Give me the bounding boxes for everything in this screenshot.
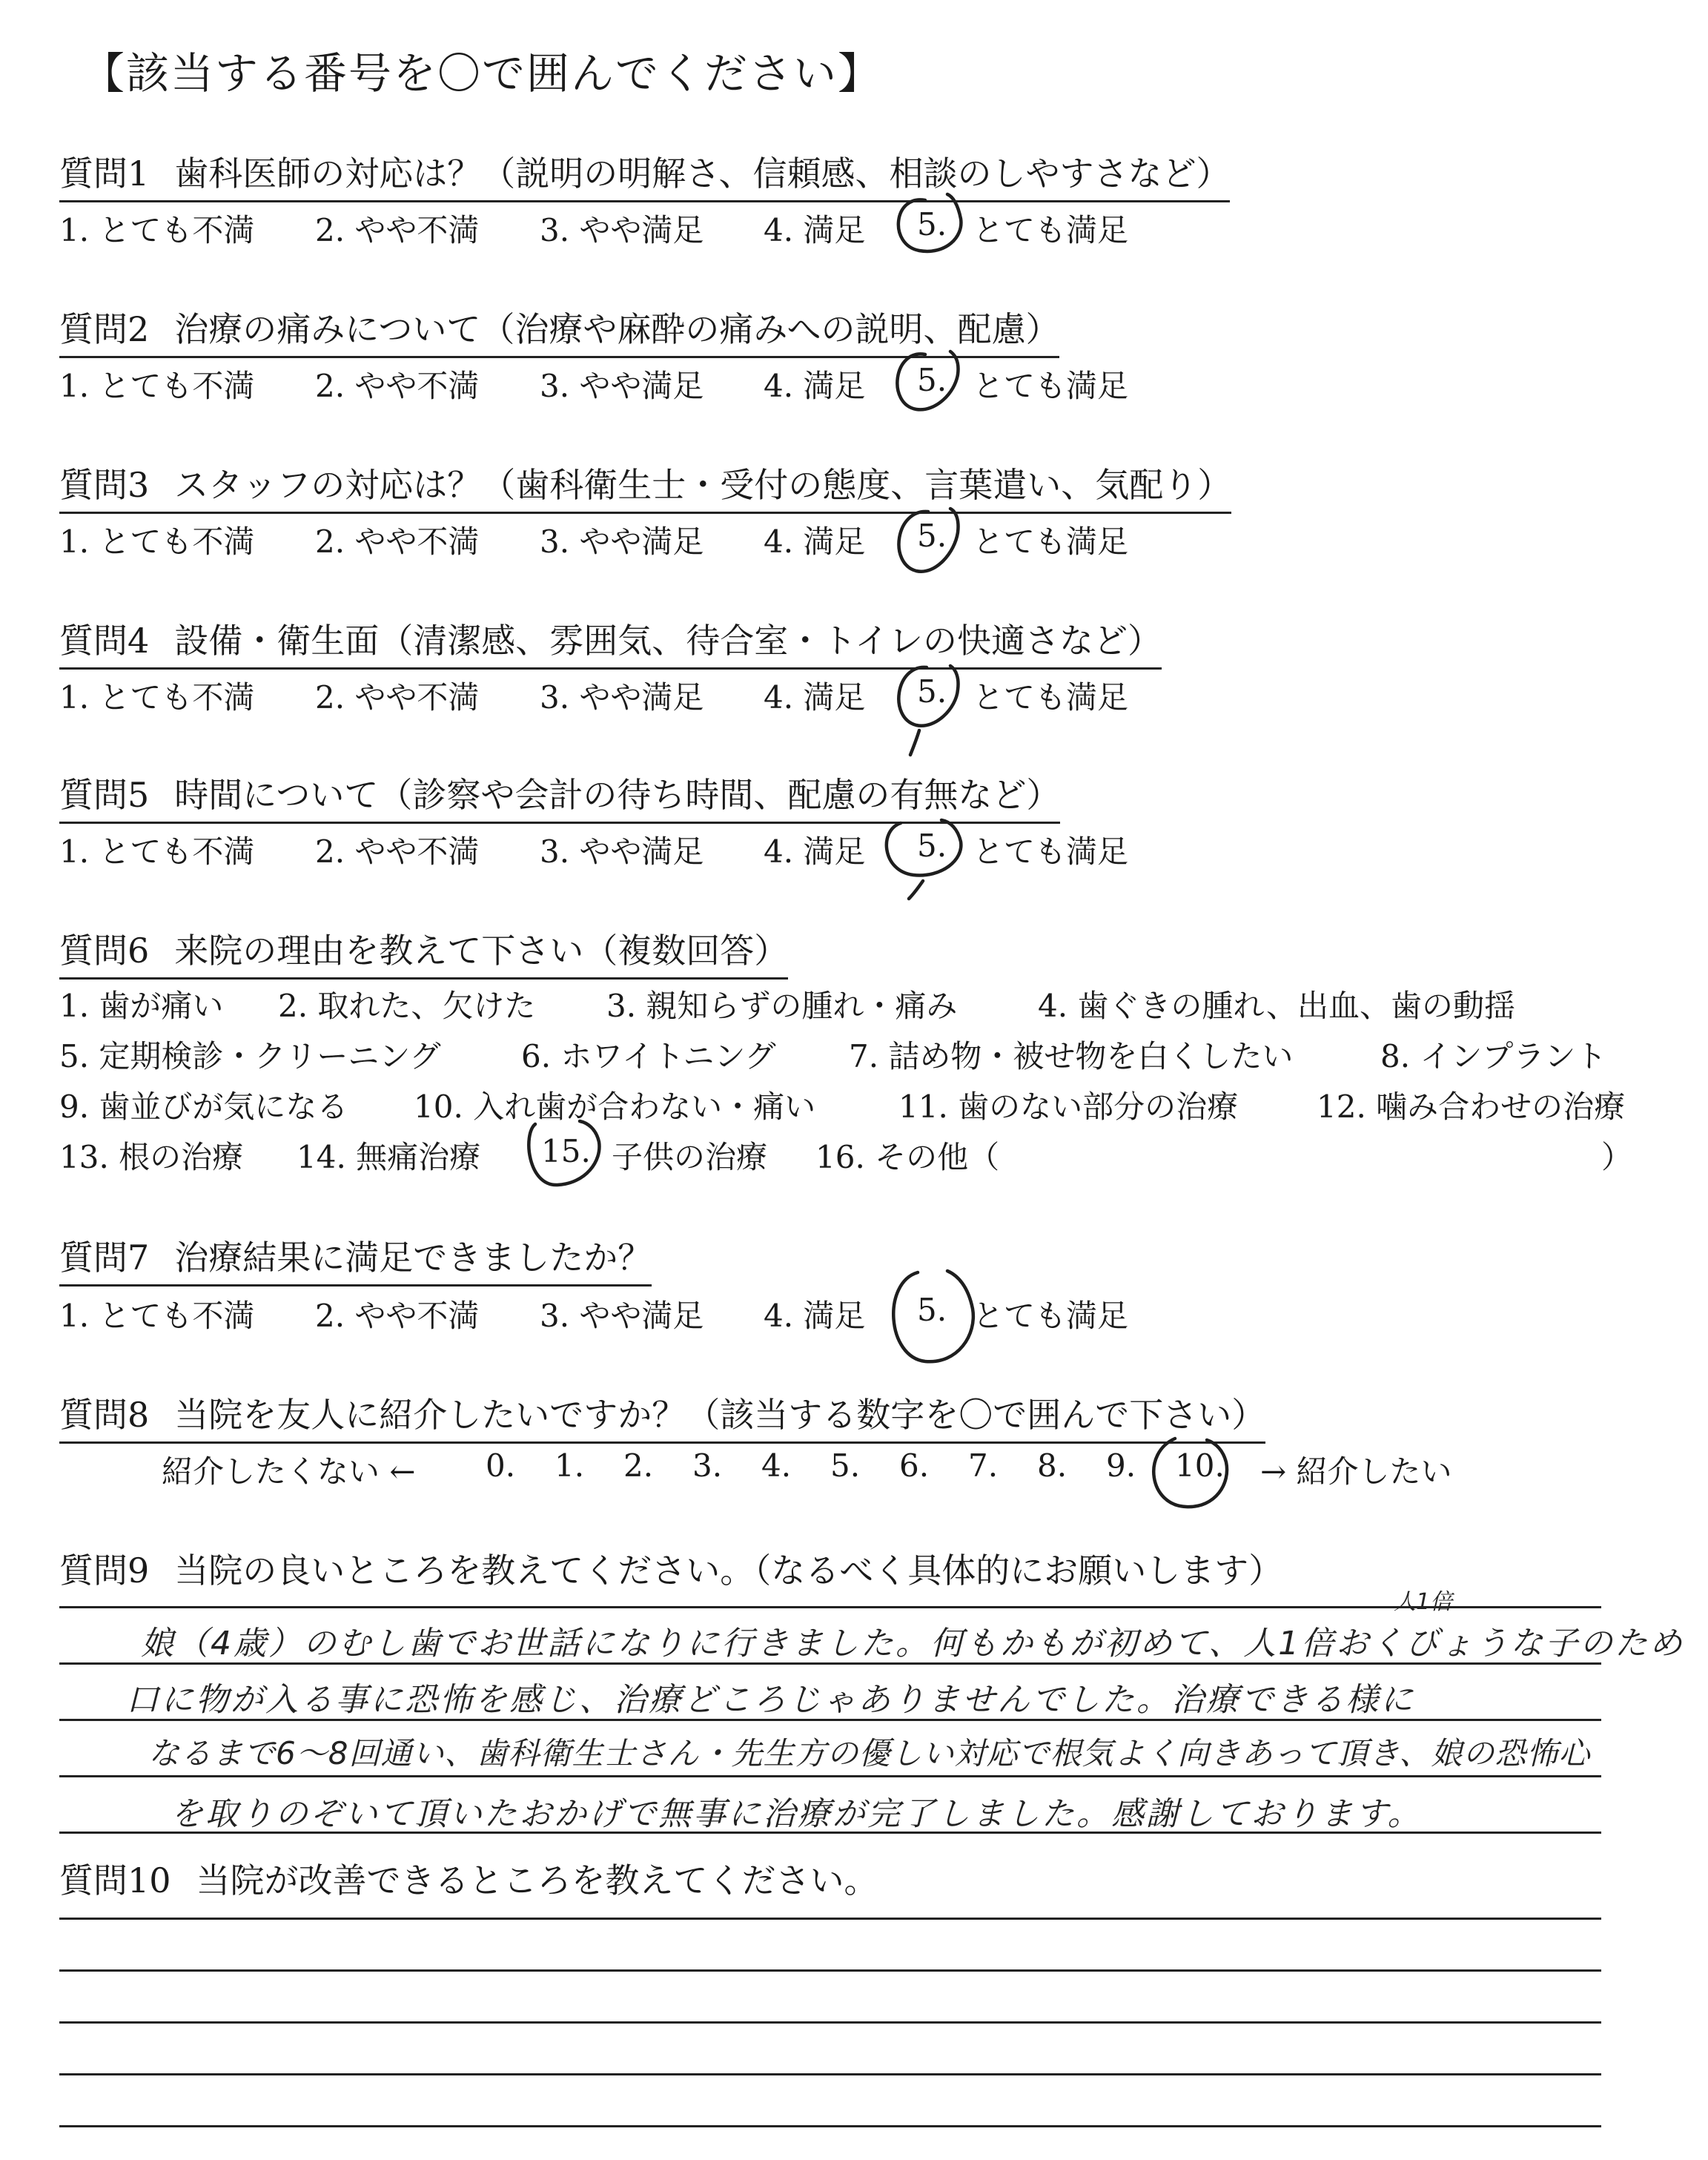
option-2[interactable]: 2. やや不満 — [315, 212, 480, 248]
reason-option-16[interactable]: 16. その他（ — [815, 1139, 1000, 1175]
question-text: 当院の良いところを教えてください。（なるべく具体的にお願いします） — [174, 1550, 1283, 1591]
question-text: 時間について（診察や会計の待ち時間、配慮の有無など） — [174, 775, 1061, 815]
option-1[interactable]: 1. とても不満 — [59, 212, 255, 248]
option-5-label: とても満足 — [973, 1298, 1129, 1334]
question-text: 来院の理由を教えて下さい（複数回答） — [174, 931, 789, 971]
answer-line — [59, 1606, 1601, 1608]
question-text: 当院が改善できるところを教えてください。 — [196, 1860, 878, 1900]
handwritten-insert-note: 人1倍 — [1394, 1589, 1453, 1615]
option-3[interactable]: 3. やや満足 — [540, 833, 704, 870]
question-7-heading — [59, 1231, 652, 1287]
reason-option-1[interactable]: 1. 歯が痛い — [59, 988, 224, 1024]
handwritten-answer-line-2: 口に物が入る事に恐怖を感じ、治療どころじゃありませんでした。治療できる様に — [126, 1681, 1415, 1719]
question-1-heading — [59, 147, 1230, 202]
option-1[interactable]: 1. とても不満 — [59, 524, 255, 560]
question-number: 質問8 — [59, 1395, 150, 1435]
option-5[interactable]: 5. — [917, 206, 947, 242]
question-text: 当院を友人に紹介したいですか？（該当する数字を〇で囲んで下さい） — [174, 1395, 1266, 1435]
scale-value-10[interactable]: 10. — [1175, 1447, 1225, 1484]
option-5[interactable]: 5. — [917, 518, 947, 554]
scale-left-label: 紹介したくない ← — [162, 1453, 416, 1490]
answer-line — [59, 2073, 1601, 2075]
reason-option-3[interactable]: 3. 親知らずの腫れ・痛み — [606, 988, 958, 1024]
scale-value-7[interactable]: 7. — [968, 1447, 999, 1484]
reason-option-2[interactable]: 2. 取れた、欠けた — [278, 988, 536, 1024]
reason-option-9[interactable]: 9. 歯並びが気になる — [59, 1089, 348, 1125]
handwritten-answer-line-4: を取りのぞいて頂いたおかげで無事に治療が完了しました。感謝しております。 — [171, 1795, 1423, 1833]
option-5-label: とても満足 — [973, 524, 1129, 560]
option-2[interactable]: 2. やや不満 — [315, 368, 480, 404]
answer-line — [59, 1969, 1601, 1972]
scale-value-0[interactable]: 0. — [486, 1447, 516, 1484]
question-5-heading — [59, 768, 1060, 824]
page-title: 【該当する番号を〇で囲んでください】 — [82, 48, 883, 99]
question-text: 治療結果に満足できましたか？ — [174, 1238, 652, 1278]
option-5[interactable]: 5. — [917, 362, 947, 398]
option-2[interactable]: 2. やや不満 — [315, 833, 480, 870]
scale-value-9[interactable]: 9. — [1106, 1447, 1136, 1484]
reason-option-12[interactable]: 12. 噛み合わせの治療 — [1317, 1089, 1626, 1125]
reason-option-11[interactable]: 11. 歯のない部分の治療 — [898, 1089, 1239, 1125]
handwritten-answer-line-1: 娘（4歳）のむし歯でお世話になりに行きました。何もかもが初めて、人1倍おくびょうな子のため — [141, 1625, 1685, 1662]
option-5-label: とても満足 — [973, 833, 1129, 870]
scale-value-2[interactable]: 2. — [623, 1447, 654, 1484]
question-8-heading — [59, 1388, 1265, 1444]
question-number: 質問7 — [59, 1238, 150, 1278]
option-4[interactable]: 4. 満足 — [764, 524, 866, 560]
option-2[interactable]: 2. やや不満 — [315, 679, 480, 716]
reason-option-15-label: 子供の治療 — [612, 1139, 768, 1175]
answer-line — [59, 2125, 1601, 2127]
option-4[interactable]: 4. 満足 — [764, 212, 866, 248]
option-4[interactable]: 4. 満足 — [764, 368, 866, 404]
question-number: 質問1 — [59, 153, 150, 194]
option-4[interactable]: 4. 満足 — [764, 1298, 866, 1334]
reason-option-5[interactable]: 5. 定期検診・クリーニング — [59, 1038, 441, 1074]
option-3[interactable]: 3. やや満足 — [540, 679, 704, 716]
option-4[interactable]: 4. 満足 — [764, 833, 866, 870]
scale-value-1[interactable]: 1. — [555, 1447, 585, 1484]
option-5[interactable]: 5. — [917, 1292, 947, 1328]
option-1[interactable]: 1. とても不満 — [59, 679, 255, 716]
question-2-heading — [59, 303, 1059, 358]
option-5-label: とても満足 — [973, 212, 1129, 248]
option-4[interactable]: 4. 満足 — [764, 679, 866, 716]
option-3[interactable]: 3. やや満足 — [540, 524, 704, 560]
scale-value-8[interactable]: 8. — [1037, 1447, 1068, 1484]
option-5-label: とても満足 — [973, 368, 1129, 404]
question-number: 質問10 — [59, 1860, 171, 1900]
question-4-heading — [59, 614, 1162, 670]
question-number: 質問3 — [59, 465, 150, 505]
other-close-paren: ） — [1601, 1139, 1633, 1175]
question-number: 質問5 — [59, 775, 150, 815]
scale-value-5[interactable]: 5. — [830, 1447, 861, 1484]
option-5-label: とても満足 — [973, 679, 1129, 716]
question-text: スタッフの対応は？（歯科衛生士・受付の態度、言葉遣い、気配り） — [174, 465, 1232, 505]
option-3[interactable]: 3. やや満足 — [540, 212, 704, 248]
option-3[interactable]: 3. やや満足 — [540, 368, 704, 404]
question-number: 質問6 — [59, 931, 150, 971]
question-number: 質問4 — [59, 621, 150, 661]
reason-option-6[interactable]: 6. ホワイトニング — [521, 1038, 776, 1074]
option-1[interactable]: 1. とても不満 — [59, 1298, 255, 1334]
reason-option-13[interactable]: 13. 根の治療 — [59, 1139, 244, 1175]
answer-line — [59, 2021, 1601, 2024]
option-2[interactable]: 2. やや不満 — [315, 524, 480, 560]
reason-option-14[interactable]: 14. 無痛治療 — [297, 1139, 481, 1175]
option-3[interactable]: 3. やや満足 — [540, 1298, 704, 1334]
option-5[interactable]: 5. — [917, 828, 947, 864]
question-text: 治療の痛みについて（治療や麻酔の痛みへの説明、配慮） — [174, 309, 1060, 349]
reason-option-7[interactable]: 7. 詰め物・被せ物を白くしたい — [849, 1038, 1294, 1074]
answer-line — [59, 1918, 1601, 1920]
handwritten-answer-line-3: なるまで6〜8回通い、歯科衛生士さん・先生方の優しい対応で根気よく向きあって頂き、娘の恐怖心 — [148, 1735, 1591, 1771]
reason-option-10[interactable]: 10. 入れ歯が合わない・痛い — [414, 1089, 816, 1125]
question-3-heading — [59, 458, 1231, 514]
reason-option-8[interactable]: 8. インプラント — [1380, 1038, 1607, 1074]
option-5[interactable]: 5. — [917, 673, 947, 710]
option-2[interactable]: 2. やや不満 — [315, 1298, 480, 1334]
scale-value-3[interactable]: 3. — [692, 1447, 723, 1484]
scale-right-label: → 紹介したい — [1260, 1453, 1452, 1490]
answer-line — [59, 1775, 1601, 1777]
question-text: 歯科医師の対応は？（説明の明解さ、信頼感、相談のしやすさなど） — [174, 153, 1231, 194]
option-1[interactable]: 1. とても不満 — [59, 833, 255, 870]
question-number: 質問2 — [59, 309, 150, 349]
question-text: 設備・衛生面（清潔感、雰囲気、待合室・トイレの快適さなど） — [174, 621, 1162, 661]
reason-option-4[interactable]: 4. 歯ぐきの腫れ、出血、歯の動揺 — [1038, 988, 1515, 1024]
scale-value-4[interactable]: 4. — [761, 1447, 792, 1484]
reason-option-15[interactable]: 15. — [541, 1133, 591, 1169]
scale-value-6[interactable]: 6. — [899, 1447, 930, 1484]
question-6-heading — [59, 924, 788, 980]
question-number: 質問9 — [59, 1550, 150, 1591]
question-10-heading — [59, 1854, 878, 1907]
question-9-heading — [59, 1544, 1282, 1597]
option-1[interactable]: 1. とても不満 — [59, 368, 255, 404]
